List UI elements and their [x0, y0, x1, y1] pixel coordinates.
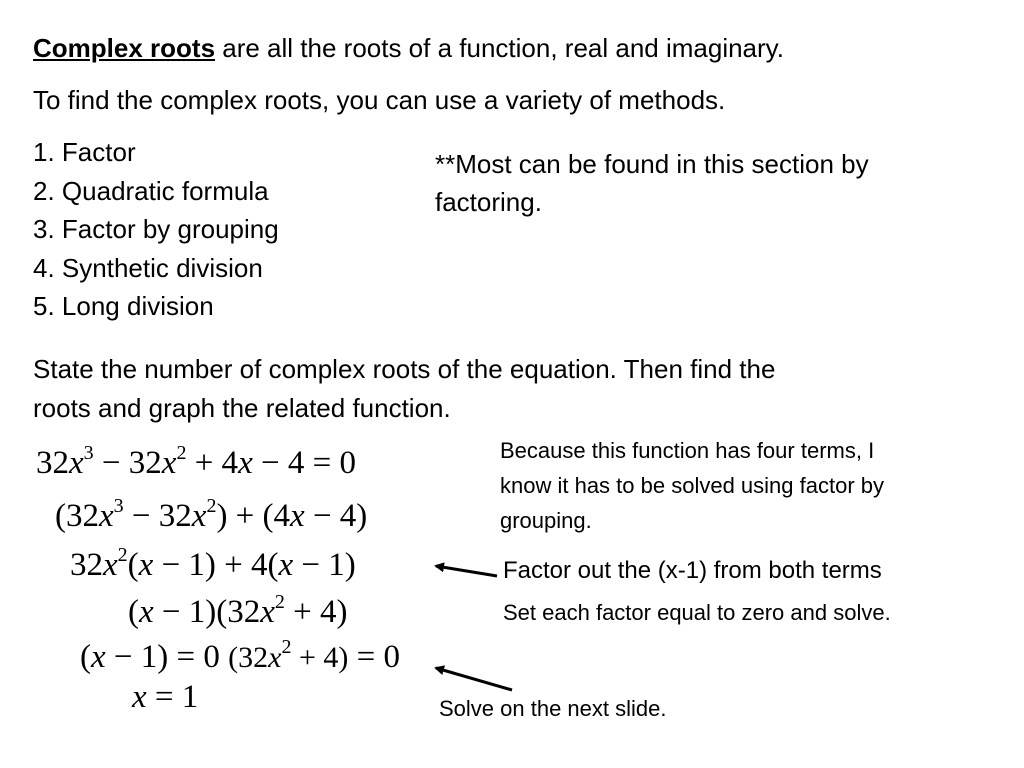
equation-step-2: $(32x^3 - 32x^2) + (4x - 4)$ — [55, 495, 368, 534]
method-label: Factor by grouping — [61, 214, 279, 244]
set-zero-note: Set each factor equal to zero and solve. — [503, 600, 891, 625]
note-line: **Most can be found in this section by — [435, 149, 869, 179]
method-label: Synthetic division — [61, 252, 263, 283]
method-number: 5. — [33, 291, 55, 321]
term-complex-roots: Complex roots — [33, 33, 216, 63]
explanation-line: know it has to be solved using factor by — [500, 473, 884, 498]
next-slide-note: Solve on the next slide. — [439, 696, 667, 721]
method-number: 4. — [33, 252, 55, 283]
methods-intro: To find the complex roots, you can use a variety of methods. — [33, 85, 726, 115]
method-label: Factor — [61, 137, 136, 167]
method-number: 3. — [33, 214, 55, 244]
equation-step-4: $(x - 1)(32x^2 + 4)$ — [128, 591, 348, 630]
arrow-next-slide — [436, 668, 512, 690]
equation-step-3: $32x^2(x - 1) + 4(x - 1)$ — [70, 544, 356, 583]
note-line: factoring. — [435, 187, 542, 217]
method-number: 1. — [33, 137, 55, 167]
explanation-line: Because this function has four terms, I — [500, 438, 875, 463]
method-number: 2. — [33, 175, 55, 206]
factor-out-note: Factor out the (x-1) from both terms — [503, 557, 882, 584]
equation-step-1: $32x^3 - 32x^2 + 4x - 4 = 0$ — [36, 442, 356, 481]
explanation-line: grouping. — [500, 508, 592, 533]
problem-line: roots and graph the related function. — [33, 393, 451, 423]
definition-text: are all the roots of a function, real and imaginary. — [215, 33, 784, 63]
equation-step-5: (x − 1) = 0 $(32x^2 + 4) = 0$ — [80, 636, 400, 675]
equation-step-6: x = 1 — [132, 679, 199, 715]
method-label: Quadratic formula — [61, 175, 269, 206]
arrow-factor-out — [436, 566, 497, 576]
method-label: Long division — [61, 291, 214, 321]
problem-line: State the number of complex roots of the equation. Then find the — [33, 354, 776, 384]
